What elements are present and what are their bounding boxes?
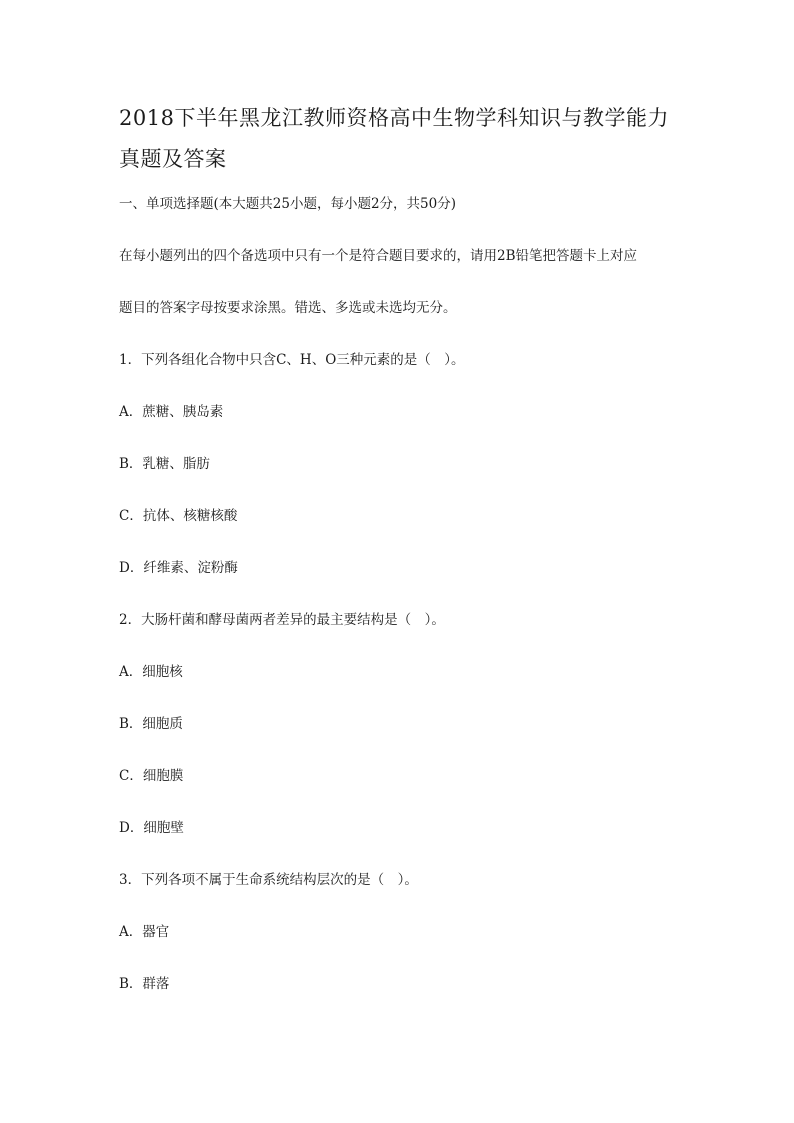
question-stem: 3．下列各项不属于生命系统结构层次的是（ ）。 [119,872,418,888]
instructions-line-1: 在每小题列出的四个备选项中只有一个是符合题目要求的，请用2B铅笔把答题卡上对应 [119,248,638,264]
question-option: D．纤维素、淀粉酶 [119,560,238,576]
question-option: A．细胞核 [119,664,183,680]
question-option: B．乳糖、脂肪 [119,456,210,472]
question-option: C．细胞膜 [119,768,184,784]
question-option: A．器官 [119,924,170,940]
question-option: A．蔗糖、胰岛素 [119,404,224,420]
document-title-line-1: 2018下半年黑龙江教师资格高中生物学科知识与教学能力 [119,106,669,130]
section-heading: 一、单项选择题(本大题共25小题，每小题2分，共50分) [119,196,456,212]
question-option: B．群落 [119,976,170,992]
question-option: C．抗体、核糖核酸 [119,508,238,524]
question-option: D．细胞壁 [119,820,184,836]
question-stem: 2．大肠杆菌和酵母菌两者差异的最主要结构是（ ）。 [119,612,445,628]
question-stem: 1．下列各组化合物中只含C、H、O三种元素的是（ ）。 [119,352,465,368]
document-title-line-2: 真题及答案 [119,147,227,171]
instructions-line-2: 题目的答案字母按要求涂黑。错选、多选或未选均无分。 [119,300,457,316]
question-option: B．细胞质 [119,716,183,732]
